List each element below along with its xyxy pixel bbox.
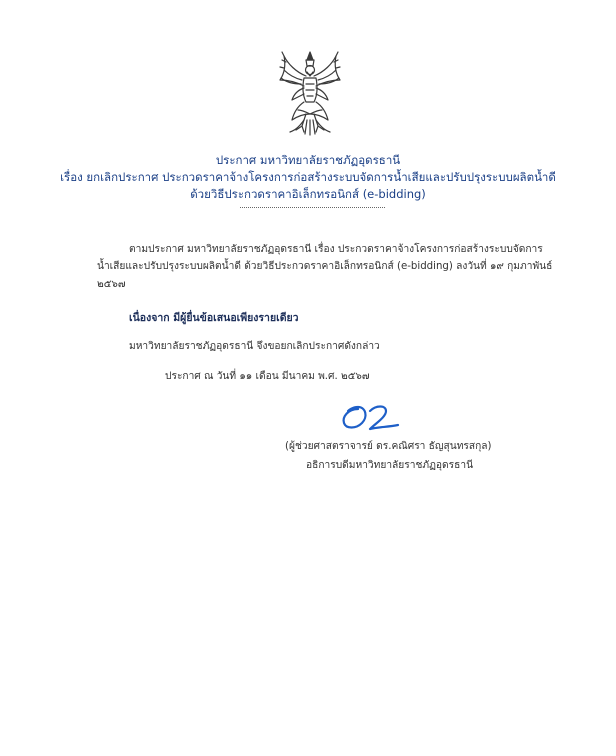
announcement-subject: เรื่อง ยกเลิกประกาศ ประกวดราคาจ้างโครงการก่อสร้างระบบจัดการน้ำเสียและปรับปรุงระบบผลิตน้ำดี (60, 170, 556, 184)
announcement-title: ประกาศ มหาวิทยาลัยราชภัฏอุดรธานี (215, 153, 401, 167)
body-paragraph-line: น้ำเสียและปรับปรุงระบบผลิตน้ำดี ด้วยวิธีประกวดราคาอิเล็กทรอนิกส์ (e-bidding) ลงวันที่ ๑๙ กุมภาพันธ์ (97, 261, 553, 272)
garuda-emblem-icon (276, 50, 344, 136)
body-paragraph-line: ตามประกาศ มหาวิทยาลัยราชภัฏอุดรธานี เรื่อง ประกวดราคาจ้างโครงการก่อสร้างระบบจัดการ (129, 244, 543, 255)
handwritten-signature-icon (336, 401, 406, 433)
signatory-position: อธิการบดีมหาวิทยาลัยราชภัฏอุดรธานี (306, 460, 474, 471)
cancellation-reason: เนื่องจาก มีผู้ยื่นข้อเสนอเพียงรายเดียว (129, 312, 299, 324)
announcement-subject-cont: ด้วยวิธีประกวดราคาอิเล็กทรอนิกส์ (e-bidding) (190, 187, 426, 201)
cancellation-statement: มหาวิทยาลัยราชภัฏอุดรธานี จึงขอยกเลิกประกาศดังกล่าว (129, 341, 380, 352)
body-paragraph-line: ๒๕๖๗ (97, 279, 126, 290)
announcement-date: ประกาศ ณ วันที่ ๑๑ เดือน มีนาคม พ.ศ. ๒๕๖๗ (165, 371, 370, 382)
separator-line (240, 207, 385, 208)
signatory-name: (ผู้ช่วยศาสตราจารย์ ดร.คณิศรา ธัญสุนทรสกุล) (285, 441, 492, 452)
